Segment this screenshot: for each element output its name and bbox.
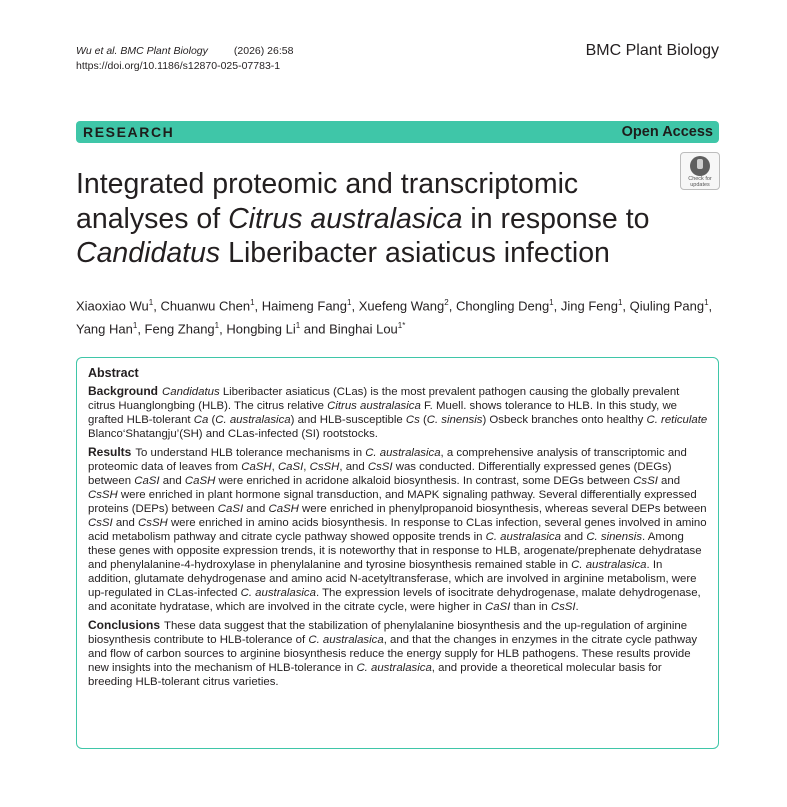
author-name[interactable]: Hongbing Li [226,321,296,337]
author-affiliation: 1 [704,298,709,307]
author-affiliation: 1 [214,321,220,331]
citation-block [76,44,293,74]
author-affiliation: 1 [132,321,138,331]
author-affiliation: 1 [347,298,352,307]
abstract-background [88,384,708,441]
check-for-updates-badge[interactable] [680,152,720,190]
author-name[interactable]: Xuefeng Wang [358,298,445,314]
author-name[interactable]: Qiuling Pang [629,298,705,314]
author-affiliation: 1 [148,298,154,307]
abstract-box [76,357,719,749]
article-title [76,167,666,271]
article-title-text: Integrated proteomic and transcriptomic analyses of Citrus australasica in response to Candidatus Liberibacter asiaticus infection [76,168,650,269]
author-name[interactable]: Haimeng Fang [261,298,348,314]
open-access-label: Open Access [621,124,713,140]
author-affiliation: 2 [444,298,449,307]
author-affiliation: 1 [295,321,301,331]
author-list: Xiaoxiao Wu$^1$, Chuanwu Chen$^1$, Haimeng Fang$^1$, Xuefeng Wang$^2$, Chongling Deng$^1$, Jing Feng$^1$, Qiuling Pang$^1$, Yang Han$^1$, Feng Zhang$^1$, Hongbing Li$^1$ and Binghai Lou$^{1*}$ [76,298,713,337]
author-name[interactable]: Chongling Deng [455,298,550,314]
doi-link[interactable]: https://doi.org/10.1186/s12870-025-07783-1 [76,60,281,72]
author-affiliation: 1* [397,321,406,331]
abstract-heading: Abstract [88,366,139,380]
author-affiliation: 1 [617,298,623,307]
citation-year-volume: (2026) 26:58 [233,45,294,57]
article-type-banner [76,121,719,143]
results-text: To understand HLB tolerance mechanisms in C. australasica, a comprehensive analysis of transcriptomic and proteomic data of leaves from CaSH, CaSI, CsSH, and CsSI was conducted. Differentially expressed genes (DEGs) between CaSI and CaSH were enriched in acridone alkaloid biosynthesis. In contrast, some DEGs between CsSI and CsSH were enriched in plant hormone signal transduction, and MAPK signaling pathway. Several differentially expressed proteins (DEPs) between CaSI and CaSH were enriched in phenylpropanoid biosynthesis, whereas several DEPs between CsSI and CsSH were enriched in amino acids biosynthesis. In response to CLas infection, several genes involved in amino acid metabolism pathway and citrate cycle pathway showed opposite trends in C. australasica and C. sinensis. Among these genes with opposite expression trends, it is noteworthy that in response to HLB, arogenate/prephenate dehydratase and phenylalanine-4-hydroxylase in phenylalanine and tyrosine biosynthesis remained stable in C. australasica. In addition, glutamate dehydrogenase and amino acid N-acetyltransferase, which are involved in arginine metabolism, were up-regulated in CLas-infected C. australasica. The expression levels of isocitrate dehydrogenase, malate dehydrogenase, and aconitate hydratase, which are involved in the citrate cycle, were higher in CaSI than in CsSI. [88,447,707,613]
check-for-updates-icon [690,156,710,176]
article-type-label: RESEARCH [83,124,175,140]
abstract-results [88,445,708,614]
author-name[interactable]: Yang Han [76,321,133,337]
results-label: Results [88,445,132,459]
author-name[interactable]: Feng Zhang [144,321,215,337]
author-name[interactable]: Binghai Lou [329,321,398,337]
journal-name: BMC Plant Biology [585,42,719,59]
author-name[interactable]: Xiaoxiao Wu [76,298,149,314]
conclusions-label: Conclusions [88,618,161,632]
author-name[interactable]: Jing Feng [560,298,618,314]
citation-authors-journal: Wu et al. BMC Plant Biology [76,45,208,57]
background-text: Candidatus Liberibacter asiaticus (CLas) is the most prevalent pathogen causing the globally prevalent citrus Huanglongbing (HLB). The citrus relative Citrus australasica F. Muell. shows tolerance to HLB. In this study, we grafted HLB-tolerant Ca (C. australasica) and HLB-susceptible Cs (C. sinensis) Osbeck branches onto healthy C. reticulate Blanco‘Shatangju’(SH) and CLas-infected (SI) rootstocks. [88,386,708,440]
check-for-updates-text: Check for updates [688,176,712,188]
abstract-conclusions [88,618,708,689]
conclusions-text: These data suggest that the stabilization of phenylalanine biosynthesis and the up-regulation of arginine biosynthesis contribute to HLB-tolerance of C. australasica, and that the changes in enzymes in the citrate cycle pathway and flow of carbon sources to arginine biosynthesis reduce the energy supply for HLB pathogens. These results provide new insights into the mechanism of HLB-tolerance in C. australasica, and provide a theoretical molecular basis for breeding HLB-tolerant citrus varieties. [88,620,698,688]
author-name[interactable]: Chuanwu Chen [160,298,251,314]
background-label: Background [88,384,159,398]
author-affiliation: 1 [549,298,554,307]
author-affiliation: 1 [250,298,255,307]
